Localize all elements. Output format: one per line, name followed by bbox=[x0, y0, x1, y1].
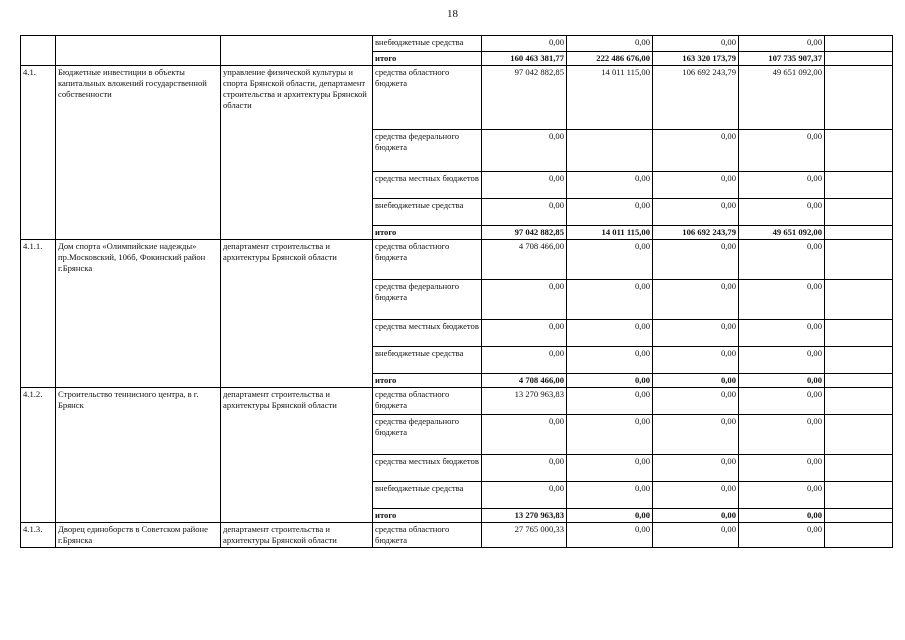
responsible-executor: департамент строительства и архитектуры Брянской области bbox=[221, 388, 373, 523]
amount-cell: 0,00 bbox=[482, 347, 567, 374]
amount-cell: 0,00 bbox=[482, 199, 567, 226]
empty-cell bbox=[825, 66, 893, 130]
amount-cell: 0,00 bbox=[653, 320, 739, 347]
funding-source: средства федерального бюджета bbox=[373, 415, 482, 455]
amount-cell: 13 270 963,83 bbox=[482, 388, 567, 415]
empty-cell bbox=[825, 509, 893, 523]
funding-source: средства местных бюджетов bbox=[373, 172, 482, 199]
item-code: 4.1.3. bbox=[21, 523, 56, 548]
amount-cell: 0,00 bbox=[739, 374, 825, 388]
table-row bbox=[21, 523, 893, 548]
amount-cell: 4 708 466,00 bbox=[482, 240, 567, 280]
empty-cell bbox=[825, 347, 893, 374]
total-label: итого bbox=[373, 374, 482, 388]
amount-cell: 0,00 bbox=[653, 130, 739, 172]
empty-cell bbox=[825, 482, 893, 509]
funding-source: средства областного бюджета bbox=[373, 240, 482, 280]
amount-cell: 0,00 bbox=[653, 523, 739, 548]
funding-source: средства областного бюджета bbox=[373, 388, 482, 415]
amount-cell: 27 765 000,33 bbox=[482, 523, 567, 548]
amount-cell: 107 735 907,37 bbox=[739, 52, 825, 66]
item-code: 4.1. bbox=[21, 66, 56, 240]
amount-cell: 0,00 bbox=[739, 240, 825, 280]
empty-cell bbox=[825, 240, 893, 280]
table-row bbox=[21, 240, 893, 280]
total-label: итого bbox=[373, 509, 482, 523]
item-name: Дом спорта «Олимпийские надежды» пр.Московский, 106б, Фокинский район г.Брянска bbox=[56, 240, 221, 388]
amount-cell: 106 692 243,79 bbox=[653, 66, 739, 130]
amount-cell: 14 011 115,00 bbox=[567, 226, 653, 240]
amount-cell: 0,00 bbox=[739, 482, 825, 509]
amount-cell bbox=[567, 130, 653, 172]
empty-cell bbox=[825, 523, 893, 548]
item-name: Бюджетные инвестиции в объекты капитальных вложений государственной собственности bbox=[56, 66, 221, 240]
amount-cell: 0,00 bbox=[567, 388, 653, 415]
table-row bbox=[21, 66, 893, 130]
amount-cell: 0,00 bbox=[567, 172, 653, 199]
amount-cell: 0,00 bbox=[653, 374, 739, 388]
amount-cell: 0,00 bbox=[653, 509, 739, 523]
empty-cell bbox=[825, 320, 893, 347]
amount-cell: 0,00 bbox=[739, 388, 825, 415]
amount-cell: 0,00 bbox=[567, 36, 653, 52]
funding-source: средства местных бюджетов bbox=[373, 455, 482, 482]
amount-cell: 0,00 bbox=[739, 130, 825, 172]
amount-cell: 0,00 bbox=[567, 240, 653, 280]
empty-cell bbox=[825, 226, 893, 240]
amount-cell: 222 486 676,00 bbox=[567, 52, 653, 66]
amount-cell: 0,00 bbox=[567, 347, 653, 374]
amount-cell: 0,00 bbox=[739, 199, 825, 226]
funding-source: средства федерального бюджета bbox=[373, 130, 482, 172]
amount-cell: 0,00 bbox=[739, 509, 825, 523]
amount-cell: 0,00 bbox=[567, 523, 653, 548]
funding-source: внебюджетные средства bbox=[373, 347, 482, 374]
empty-cell bbox=[825, 130, 893, 172]
amount-cell: 0,00 bbox=[653, 347, 739, 374]
empty-cell bbox=[825, 172, 893, 199]
amount-cell: 0,00 bbox=[653, 388, 739, 415]
amount-cell: 0,00 bbox=[482, 455, 567, 482]
amount-cell: 0,00 bbox=[739, 172, 825, 199]
amount-cell: 4 708 466,00 bbox=[482, 374, 567, 388]
item-code bbox=[21, 36, 56, 66]
amount-cell: 0,00 bbox=[567, 374, 653, 388]
item-name bbox=[56, 36, 221, 66]
empty-cell bbox=[825, 199, 893, 226]
amount-cell: 49 651 092,00 bbox=[739, 66, 825, 130]
responsible-executor: департамент строительства и архитектуры Брянской области bbox=[221, 523, 373, 548]
amount-cell: 0,00 bbox=[739, 523, 825, 548]
item-code: 4.1.2. bbox=[21, 388, 56, 523]
page-number: 18 bbox=[447, 8, 458, 20]
amount-cell: 0,00 bbox=[653, 280, 739, 320]
responsible-executor: департамент строительства и архитектуры Брянской области bbox=[221, 240, 373, 388]
responsible-executor bbox=[221, 36, 373, 66]
amount-cell: 49 651 092,00 bbox=[739, 226, 825, 240]
amount-cell: 0,00 bbox=[567, 280, 653, 320]
amount-cell: 0,00 bbox=[653, 199, 739, 226]
funding-source: внебюджетные средства bbox=[373, 36, 482, 52]
amount-cell: 97 042 882,85 bbox=[482, 226, 567, 240]
table-row bbox=[21, 36, 893, 52]
empty-cell bbox=[825, 374, 893, 388]
empty-cell bbox=[825, 52, 893, 66]
budget-table bbox=[20, 35, 893, 548]
amount-cell: 0,00 bbox=[739, 36, 825, 52]
amount-cell: 0,00 bbox=[567, 482, 653, 509]
amount-cell: 0,00 bbox=[482, 130, 567, 172]
amount-cell: 0,00 bbox=[653, 415, 739, 455]
amount-cell: 0,00 bbox=[567, 320, 653, 347]
amount-cell: 0,00 bbox=[482, 415, 567, 455]
amount-cell: 0,00 bbox=[482, 320, 567, 347]
total-label: итого bbox=[373, 226, 482, 240]
responsible-executor: управление физической культуры и спорта Брянской области, департамент строительства и архитектуры Брянской области bbox=[221, 66, 373, 240]
amount-cell: 0,00 bbox=[653, 482, 739, 509]
amount-cell: 0,00 bbox=[739, 455, 825, 482]
amount-cell: 0,00 bbox=[567, 199, 653, 226]
amount-cell: 106 692 243,79 bbox=[653, 226, 739, 240]
amount-cell: 0,00 bbox=[653, 172, 739, 199]
amount-cell: 160 463 381,77 bbox=[482, 52, 567, 66]
amount-cell: 0,00 bbox=[739, 347, 825, 374]
amount-cell: 13 270 963,83 bbox=[482, 509, 567, 523]
amount-cell: 163 320 173,79 bbox=[653, 52, 739, 66]
empty-cell bbox=[825, 415, 893, 455]
amount-cell: 97 042 882,85 bbox=[482, 66, 567, 130]
amount-cell: 0,00 bbox=[567, 415, 653, 455]
amount-cell: 0,00 bbox=[567, 509, 653, 523]
total-label: итого bbox=[373, 52, 482, 66]
amount-cell: 0,00 bbox=[482, 172, 567, 199]
funding-source: средства областного бюджета bbox=[373, 523, 482, 548]
amount-cell: 14 011 115,00 bbox=[567, 66, 653, 130]
empty-cell bbox=[825, 388, 893, 415]
amount-cell: 0,00 bbox=[482, 36, 567, 52]
amount-cell: 0,00 bbox=[482, 280, 567, 320]
funding-source: средства местных бюджетов bbox=[373, 320, 482, 347]
funding-source: средства областного бюджета bbox=[373, 66, 482, 130]
amount-cell: 0,00 bbox=[739, 280, 825, 320]
funding-source: внебюджетные средства bbox=[373, 482, 482, 509]
amount-cell: 0,00 bbox=[567, 455, 653, 482]
empty-cell bbox=[825, 36, 893, 52]
empty-cell bbox=[825, 280, 893, 320]
amount-cell: 0,00 bbox=[739, 415, 825, 455]
amount-cell: 0,00 bbox=[482, 482, 567, 509]
funding-source: средства федерального бюджета bbox=[373, 280, 482, 320]
table-row bbox=[21, 388, 893, 415]
item-code: 4.1.1. bbox=[21, 240, 56, 388]
funding-source: внебюджетные средства bbox=[373, 199, 482, 226]
amount-cell: 0,00 bbox=[739, 320, 825, 347]
amount-cell: 0,00 bbox=[653, 455, 739, 482]
item-name: Дворец единоборств в Советском районе г.Брянска bbox=[56, 523, 221, 548]
item-name: Строительство теннисного центра, в г. Брянск bbox=[56, 388, 221, 523]
empty-cell bbox=[825, 455, 893, 482]
amount-cell: 0,00 bbox=[653, 36, 739, 52]
amount-cell: 0,00 bbox=[653, 240, 739, 280]
